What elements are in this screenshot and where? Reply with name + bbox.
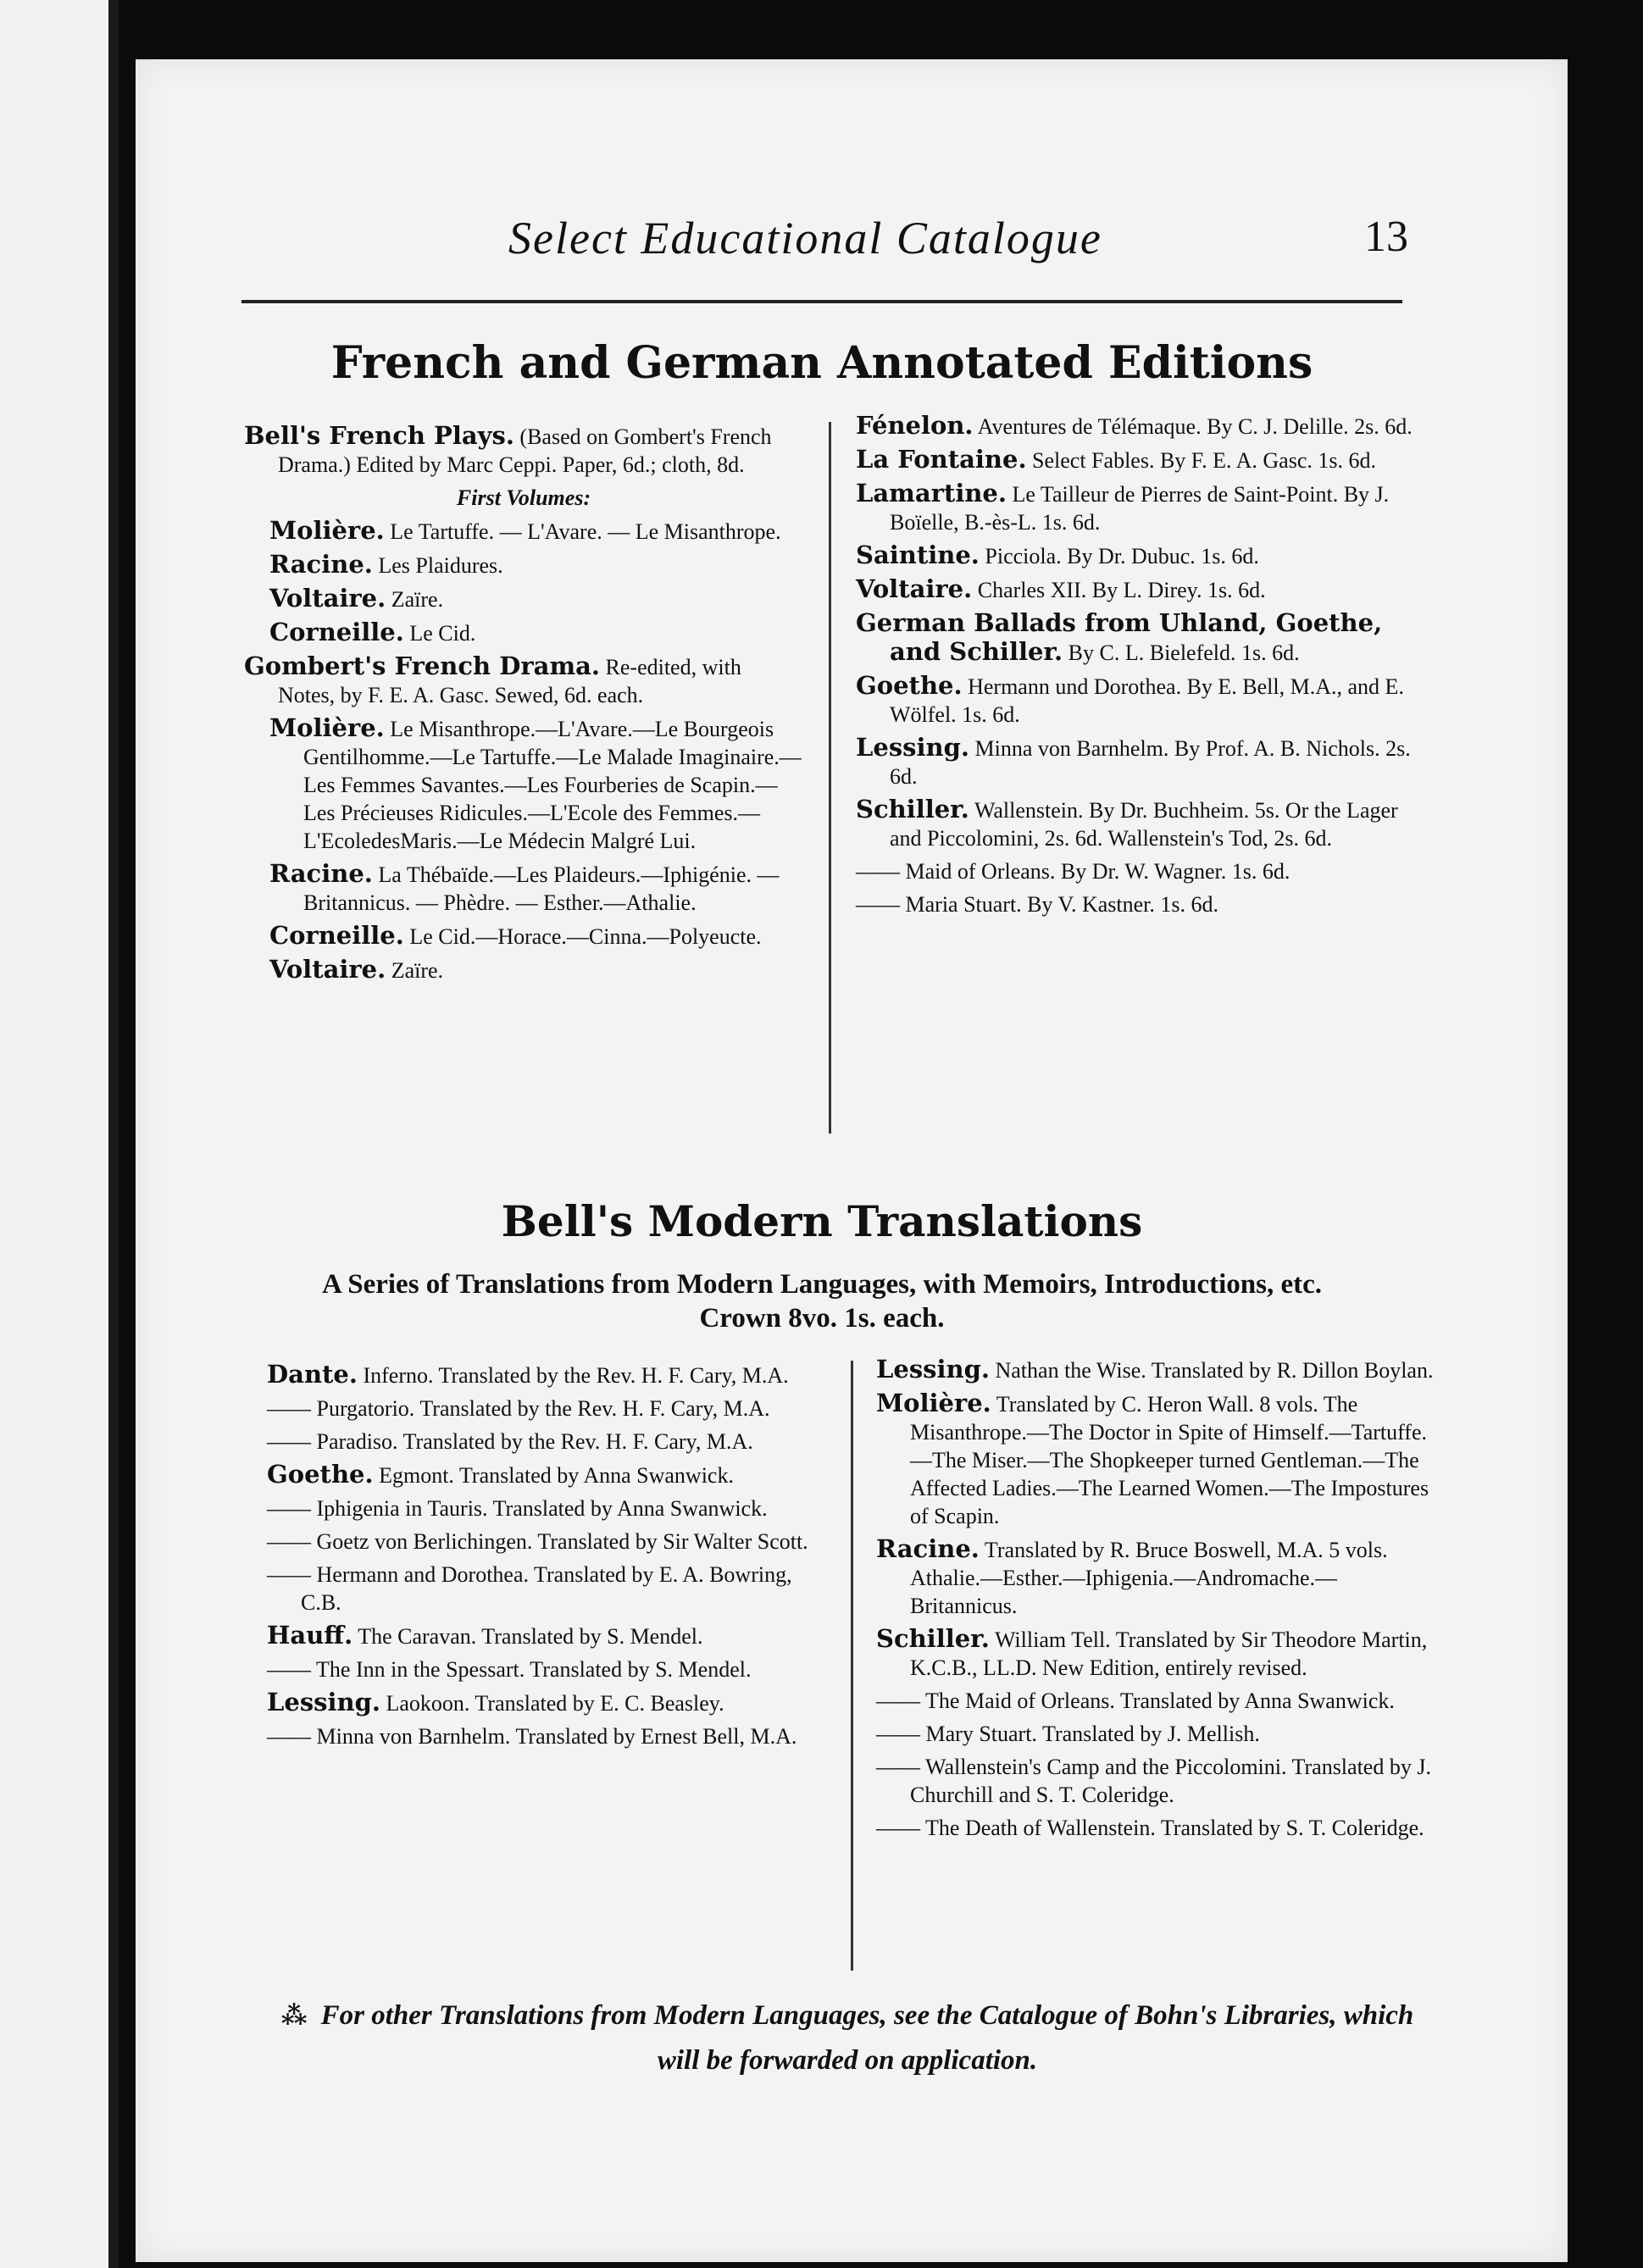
entry-text: Minna von Barnhelm. Translated by Ernest Bell, M.A. <box>316 1724 797 1749</box>
running-title: Select Educational Catalogue <box>508 213 1102 263</box>
ditto-dash: —— <box>876 1755 920 1779</box>
ditto-dash: —— <box>267 1396 311 1421</box>
catalogue-entry <box>267 1494 826 1522</box>
header-rule <box>241 300 1402 303</box>
section-title-modern-translations: Bell's Modern Translations <box>501 1196 1143 1246</box>
section2-column-divider <box>851 1361 853 1971</box>
ditto-dash: —— <box>876 1689 920 1713</box>
catalogue-entry <box>269 714 803 855</box>
catalogue-entry <box>856 609 1415 667</box>
entry-name: Voltaire. <box>269 584 386 613</box>
catalogue-entry <box>856 857 1415 885</box>
entry-text: By C. L. Bielefeld. 1s. 6d. <box>1068 640 1300 665</box>
previous-page-edge <box>0 0 117 2268</box>
entry-text: Le Cid.—Horace.—Cinna.—Polyeucte. <box>409 924 762 949</box>
catalogue-entry <box>267 1461 826 1489</box>
entry-text: Zaïre. <box>391 587 444 612</box>
entry-text: La Thébaïde.—Les Plaideurs.—Iphigénie. — Britannicus. — Phèdre. — Esther.—Athalie. <box>303 862 780 915</box>
entry-name: Molière. <box>269 516 385 545</box>
entry-text: Goetz von Berlichingen. Translated by Sir Walter Scott. <box>316 1529 808 1554</box>
footnote <box>280 1994 1415 2082</box>
entry-text: Le Tailleur de Pierres de Saint-Point. By J. Boïelle, B.-ès-L. 1s. 6d. <box>890 482 1390 535</box>
entry-text: Select Fables. By F. E. A. Gasc. 1s. 6d. <box>1032 448 1376 473</box>
entry-name: Molière. <box>269 713 385 742</box>
entry-text: The Maid of Orleans. Translated by Anna Swanwick. <box>925 1689 1395 1713</box>
entry-text: Re-edited, with Notes, by F. E. A. Gasc. Sewed, 6d. each. <box>278 655 741 707</box>
catalogue-entry <box>269 618 803 647</box>
catalogue-entry <box>269 860 803 917</box>
entry-name: German Ballads from Uhland, Goethe, and Schiller. <box>856 608 1383 666</box>
entry-name: Molière. <box>876 1389 991 1417</box>
catalogue-entry <box>267 1428 826 1456</box>
entry-name: Lamartine. <box>856 479 1007 507</box>
entry-name: Voltaire. <box>856 574 973 603</box>
entry-text: The Inn in the Spessart. Translated by S. Mendel. <box>316 1657 752 1682</box>
section1-column-divider <box>829 422 831 1134</box>
catalogue-entry <box>876 1814 1435 1842</box>
entry-text: Laokoon. Translated by E. C. Beasley. <box>386 1691 724 1716</box>
entry-name: Schiller. <box>876 1624 990 1653</box>
entry-name: Goethe. <box>267 1460 374 1489</box>
catalogue-entry <box>267 1561 826 1616</box>
catalogue-entry <box>269 517 803 546</box>
section1-left-column <box>244 422 803 990</box>
entry-text: Maid of Orleans. By Dr. W. Wagner. 1s. 6d. <box>905 859 1291 884</box>
entry-name: La Fontaine. <box>856 445 1027 474</box>
catalogue-entry <box>856 796 1415 852</box>
ditto-dash: —— <box>267 1529 311 1554</box>
catalogue-entry <box>244 652 803 709</box>
entry-text: Zaïre. <box>391 958 444 983</box>
entry-text: The Death of Wallenstein. Translated by S. T. Coleridge. <box>925 1816 1424 1840</box>
ditto-dash: —— <box>267 1429 311 1454</box>
entry-text: Minna von Barnhelm. By Prof. A. B. Nichols. 2s. 6d. <box>890 736 1411 789</box>
section2-right-column <box>876 1356 1435 1847</box>
entry-name: Hauff. <box>267 1621 353 1650</box>
entry-text: Mary Stuart. Translated by J. Mellish. <box>925 1722 1260 1746</box>
ditto-dash: —— <box>856 859 900 884</box>
catalogue-entry <box>856 412 1415 441</box>
entry-name: Lessing. <box>267 1688 380 1716</box>
catalogue-entry <box>856 890 1415 918</box>
catalogue-entry <box>269 956 803 984</box>
catalogue-entry <box>856 480 1415 536</box>
catalogue-entry <box>244 422 803 479</box>
catalogue-entry <box>267 1395 826 1422</box>
catalogue-entry <box>876 1720 1435 1748</box>
ditto-dash: —— <box>267 1496 311 1521</box>
catalogue-entry <box>856 446 1415 474</box>
entry-name: Saintine. <box>856 541 980 569</box>
catalogue-entry <box>876 1687 1435 1715</box>
catalogue-entry <box>856 672 1415 729</box>
entry-name: Bell's French Plays. <box>244 421 514 450</box>
entry-text: Le Misanthrope.—L'Avare.—Le Bourgeois Gentilhomme.—Le Tartuffe.—Le Malade Imaginaire.—Les Femmes Savantes.—Les Fourberies de Scapin.—Les Précieuses Ridicules.—L'Ecole des Femmes.—L'EcoledesMaris.—Le Médecin Malgré Lui. <box>303 717 802 853</box>
catalogue-entry <box>876 1535 1435 1620</box>
catalogue-entry <box>856 575 1415 604</box>
entry-text: Charles XII. By L. Direy. 1s. 6d. <box>977 578 1266 602</box>
running-head <box>237 212 1408 271</box>
catalogue-entry <box>267 1622 826 1650</box>
entry-text: Hermann and Dorothea. Translated by E. A. Bowring, C.B. <box>301 1562 792 1615</box>
catalogue-entry <box>876 1753 1435 1809</box>
entry-name: Corneille. <box>269 618 404 646</box>
entry-text: Wallenstein's Camp and the Piccolomini. Translated by J. Churchill and S. T. Coleridge. <box>910 1755 1431 1807</box>
ditto-dash: —— <box>267 1724 311 1749</box>
page-number: 13 <box>1364 213 1408 261</box>
entry-text: Inferno. Translated by the Rev. H. F. Cary, M.A. <box>363 1363 789 1388</box>
entry-name: Goethe. <box>856 671 963 700</box>
catalogue-entry <box>269 585 803 613</box>
entry-name: Schiller. <box>856 795 969 823</box>
entry-name: Corneille. <box>269 921 404 950</box>
entry-text: Le Cid. <box>409 621 476 646</box>
section2-left-column <box>267 1361 826 1755</box>
subheading: First Volumes: <box>456 485 591 510</box>
catalogue-entry <box>267 1361 826 1389</box>
entry-text: Le Tartuffe. — L'Avare. — Le Misanthrope. <box>390 519 781 544</box>
catalogue-entry <box>876 1625 1435 1682</box>
entry-text: Hermann und Dorothea. By E. Bell, M.A., and E. Wölfel. 1s. 6d. <box>890 674 1404 727</box>
entry-text: Translated by C. Heron Wall. 8 vols. The Misanthrope.—The Doctor in Spite of Himself.—Tartuffe.—The Miser.—The Shopkeeper turned Gentleman.—The Affected Ladies.—The Learned Women.—The Impostures of Scapin. <box>910 1392 1429 1528</box>
entry-name: Lessing. <box>856 733 969 762</box>
entry-name: Dante. <box>267 1360 358 1389</box>
ditto-dash: —— <box>267 1562 311 1587</box>
entry-name: Racine. <box>269 859 373 888</box>
ditto-dash: —— <box>876 1816 920 1840</box>
catalogue-entry <box>856 734 1415 790</box>
subtitle-line-1: A Series of Translations from Modern Languages, with Memoirs, Introductions, etc. <box>321 1269 1323 1300</box>
ditto-dash: —— <box>876 1722 920 1746</box>
entry-name: Racine. <box>269 550 373 579</box>
entry-name: Lessing. <box>876 1355 990 1384</box>
catalogue-entry <box>269 551 803 579</box>
entry-text: Les Plaidures. <box>378 553 503 578</box>
ditto-dash: —— <box>267 1657 311 1682</box>
entry-name: Voltaire. <box>269 955 386 984</box>
catalogue-entry <box>269 922 803 951</box>
entry-text: (Based on Gombert's French Drama.) Edited by Marc Ceppi. Paper, 6d.; cloth, 8d. <box>278 424 772 477</box>
footnote-text: For other Translations from Modern Languages, see the Catalogue of Bohn's Libraries, which will be forwarded on application. <box>320 2000 1414 2076</box>
section2-subtitle <box>237 1267 1407 1335</box>
catalogue-entry <box>856 541 1415 570</box>
subtitle-line-2: Crown 8vo. 1s. each. <box>699 1303 945 1334</box>
section1-right-column <box>856 412 1415 923</box>
entry-text: Purgatorio. Translated by the Rev. H. F. Cary, M.A. <box>316 1396 770 1421</box>
entry-name: Gombert's French Drama. <box>244 652 601 680</box>
entry-text: William Tell. Translated by Sir Theodore Martin, K.C.B., LL.D. New Edition, entirely revised. <box>910 1628 1428 1680</box>
entry-text: Egmont. Translated by Anna Swanwick. <box>379 1463 734 1488</box>
entry-text: Maria Stuart. By V. Kastner. 1s. 6d. <box>905 892 1219 917</box>
entry-text: Paradiso. Translated by the Rev. H. F. Cary, M.A. <box>316 1429 753 1454</box>
previous-page-shadow <box>108 0 119 2268</box>
entry-name: Racine. <box>876 1534 980 1563</box>
catalogue-entry <box>267 1722 826 1750</box>
entry-text: Picciola. By Dr. Dubuc. 1s. 6d. <box>985 544 1259 568</box>
entry-text: Translated by R. Bruce Boswell, M.A. 5 vols. Athalie.—Esther.—Iphigenia.—Andromache.—Britannicus. <box>910 1538 1388 1618</box>
entry-text: Aventures de Télémaque. By C. J. Delille. 2s. 6d. <box>977 414 1413 439</box>
catalogue-entry <box>876 1389 1435 1530</box>
asterism-icon: ⁂ <box>280 2002 308 2030</box>
entry-text: Nathan the Wise. Translated by R. Dillon Boylan. <box>995 1358 1434 1383</box>
catalogue-entry <box>267 1528 826 1555</box>
ditto-dash: —— <box>856 892 900 917</box>
catalogue-entry <box>267 1689 826 1717</box>
catalogue-entry <box>267 1655 826 1683</box>
entry-text: Wallenstein. By Dr. Buchheim. 5s. Or the Lager and Piccolomini, 2s. 6d. Wallenstein's Tod, 2s. 6d. <box>890 798 1398 851</box>
entry-name: Fénelon. <box>856 411 974 440</box>
entry-text: The Caravan. Translated by S. Mendel. <box>358 1624 703 1649</box>
catalogue-entry <box>876 1356 1435 1384</box>
section-title-annotated-editions: French and German Annotated Editions <box>330 337 1313 389</box>
entry-text: Iphigenia in Tauris. Translated by Anna Swanwick. <box>316 1496 768 1521</box>
